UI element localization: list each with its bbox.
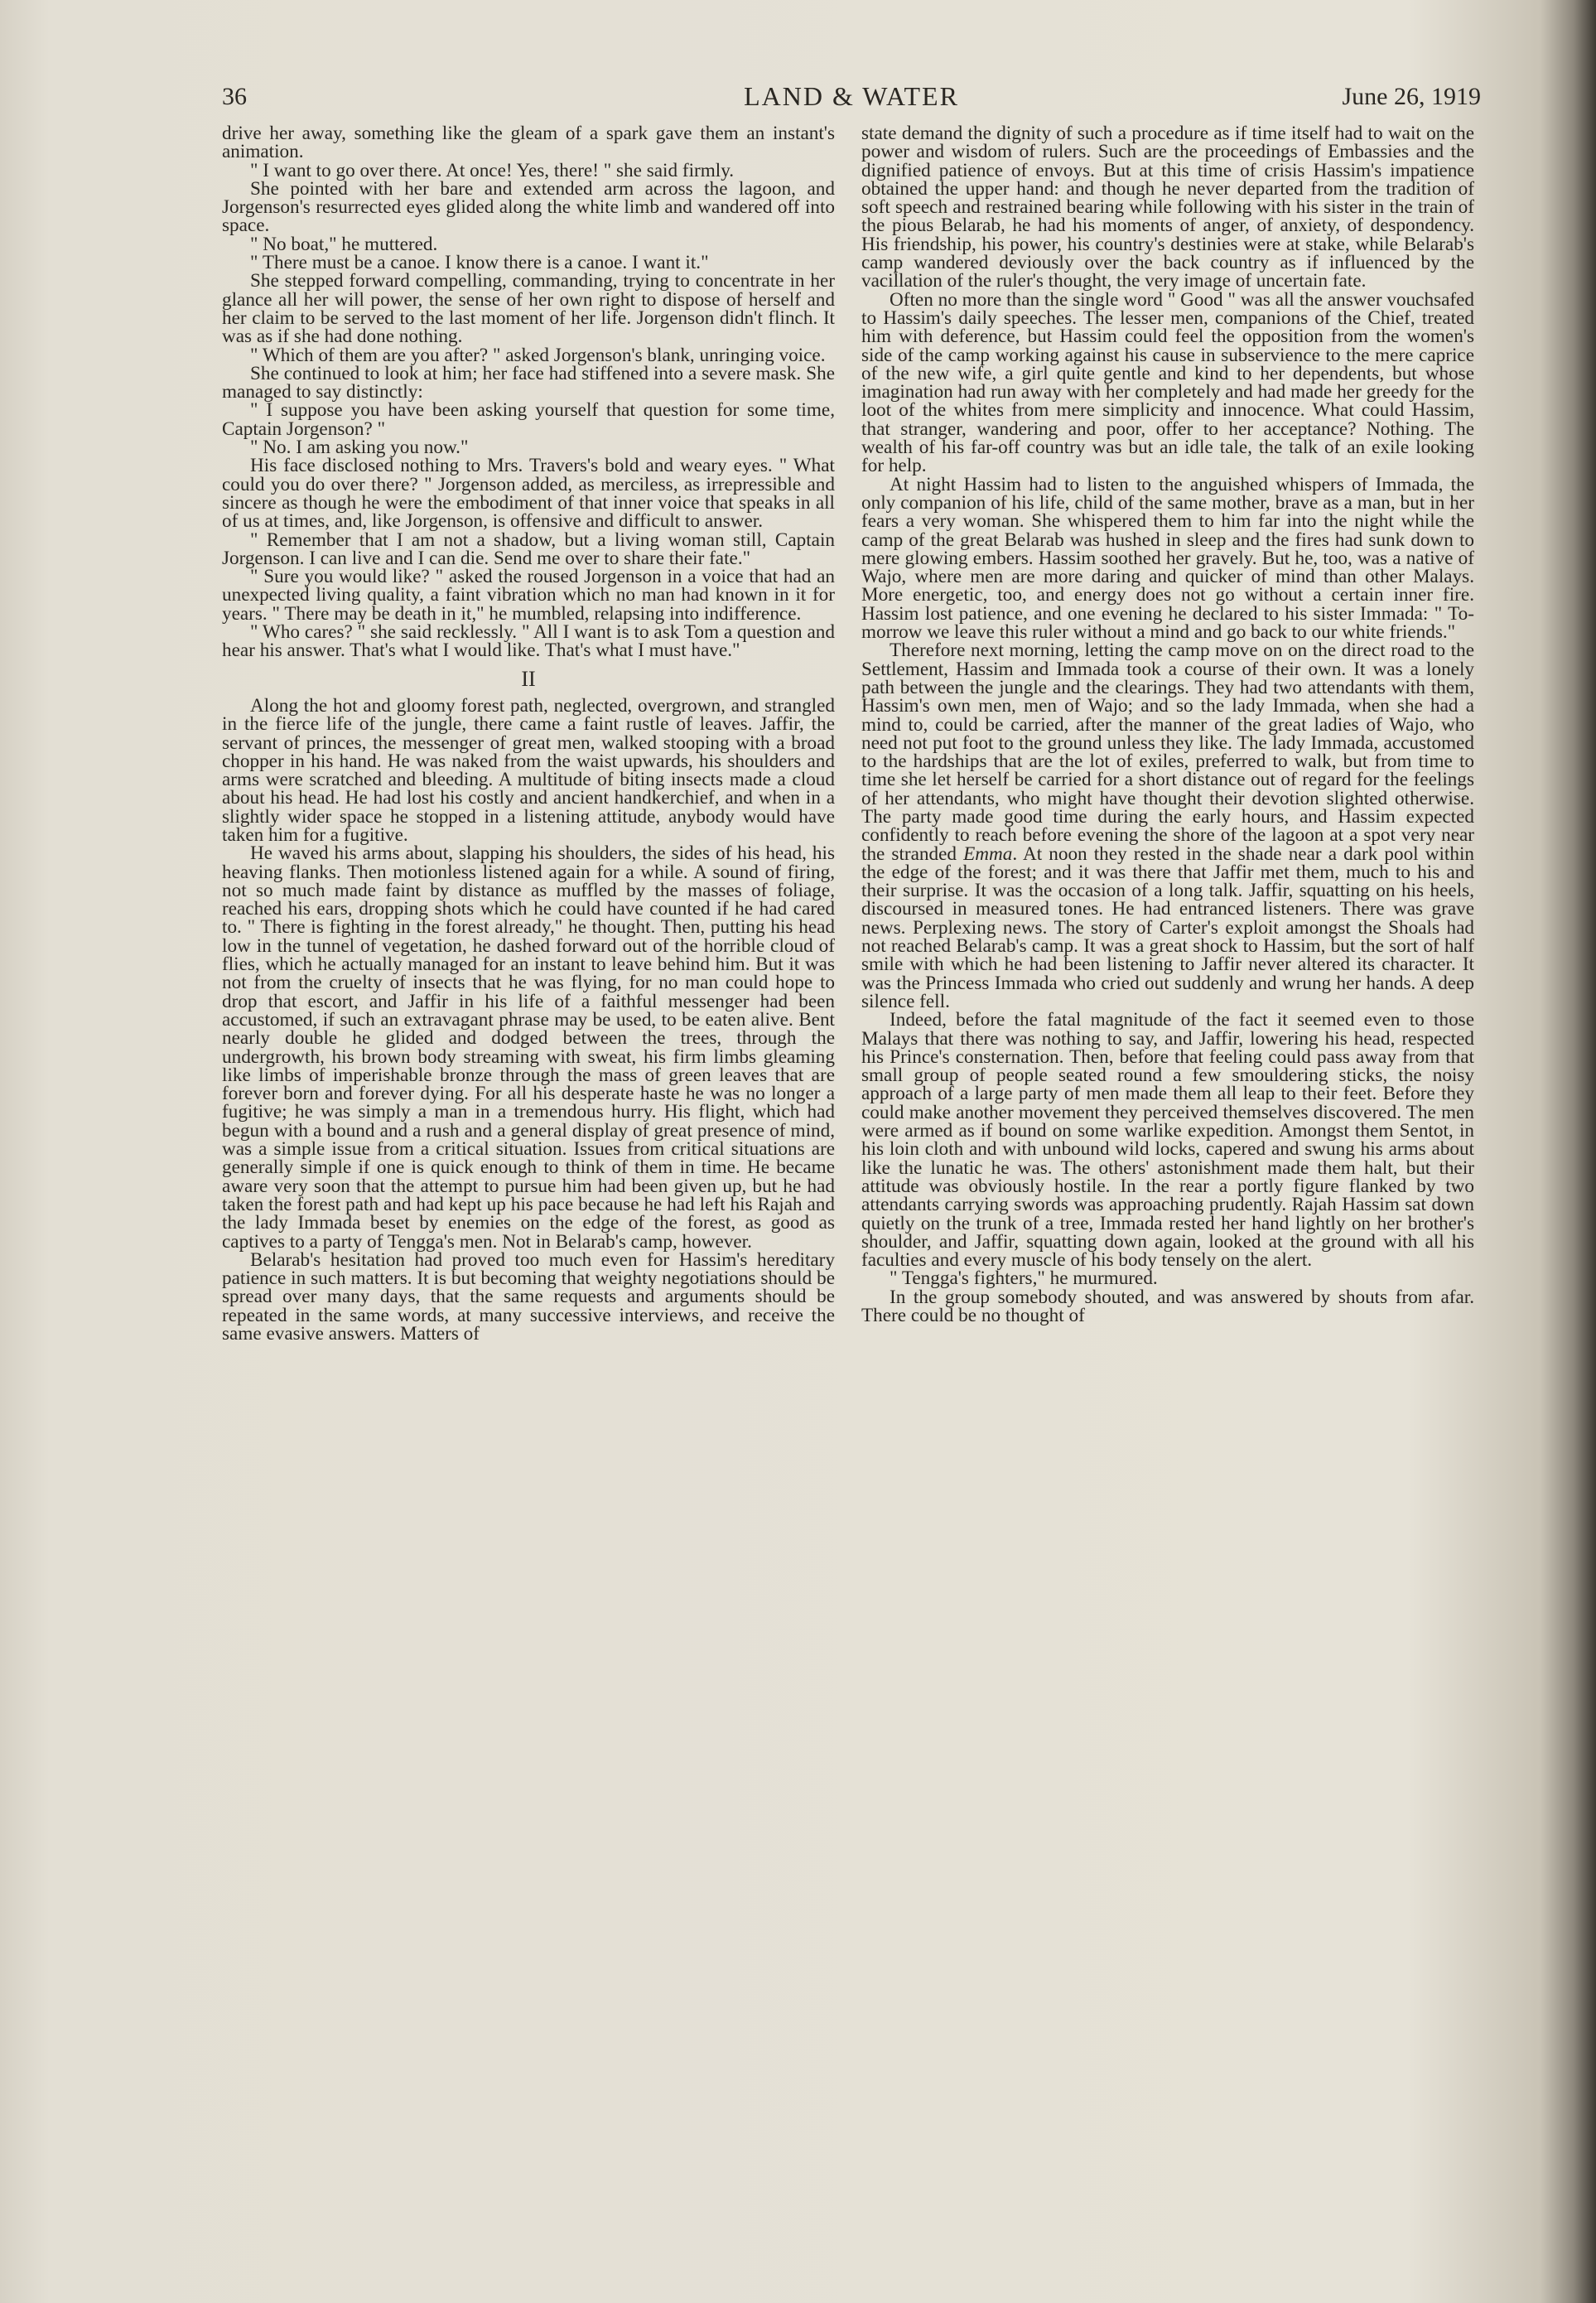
paragraph: Belarab's hesitation had proved too much even for Hassim's hereditary patience in such matters. It is but becoming that weighty negotiations should be spread over many days, that the same requests and arguments should be repeated in the same words, at many successive interviews, and receive the same evasive answers. Matters of — [222, 1248, 835, 1345]
paragraph: In the group somebody shouted, and was answered by shouts from afar. There could be no thought of — [861, 1286, 1474, 1326]
ship-name: Emma — [963, 843, 1013, 865]
paragraph: She continued to look at him; her face had stiffened into a severe mask. She managed to say distinctly: — [222, 362, 835, 403]
section-heading: II — [521, 666, 536, 691]
page-number: 36 — [222, 83, 247, 110]
paragraph: His face disclosed nothing to Mrs. Travers's bold and weary eyes. " What could you do over there? " Jorgenson added, as merciless, as irrepressible and sincere as though he were the embodiment of that inner voice that speaks in all of us at times, and, like Jorgenson, is offensive and difficult to answer. — [222, 455, 835, 533]
paragraph: " Remember that I am not a shadow, but a living woman still, Captain Jorgenson. I can live and I can die. Send me over to share their fate." — [222, 529, 835, 569]
paragraph: " I want to go over there. At once! Yes, there! " she said firmly. — [250, 159, 735, 181]
page-header — [222, 83, 1481, 119]
paragraph: drive her away, something like the gleam of a spark gave them an instant's animation. — [222, 123, 835, 163]
paragraph: " Tengga's fighters," he murmured. — [890, 1267, 1158, 1290]
issue-date: June 26, 1919 — [1342, 83, 1481, 110]
paragraph: " No. I am asking you now." — [250, 437, 469, 459]
paragraph: She stepped forward compelling, commanding, trying to concentrate in her glance all her will power, the sense of her own right to dispose of herself and her claim to be served to the last moment of her life. Jorgenson didn't flinch. It was as if she had done nothing. — [222, 270, 835, 348]
paragraph: " There must be a canoe. I know there is a canoe. I want it." — [250, 252, 709, 274]
paragraph: She pointed with her bare and extended arm across the lagoon, and Jorgenson's resurrected eyes glided along the white limb and wandered off into space. — [222, 177, 835, 237]
paragraph: " No boat," he muttered. — [250, 233, 438, 255]
paragraph: " I suppose you have been asking yourself that question for some time, Captain Jorgenson? " — [222, 399, 835, 440]
paragraph — [861, 641, 1474, 1011]
paragraph: Along the hot and gloomy forest path, neglected, overgrown, and strangled in the fierce life of the jungle, there came a faint rustle of leaves. Jaffir, the servant of princes, the messenger of great men, walked stooping with a broad chopper in his hand. He was naked from the waist upwards, his shoulders and arms were scratched and bleeding. A multitude of biting insects made a cloud about his head. He had lost his costly and ancient handkerchief, and when in a slightly wider space he stopped in a listening attitude, anybody would have taken him for a fugitive. — [222, 694, 835, 846]
paragraph: Often no more than the single word " Good " was all the answer vouchsafed to Hassim's daily speeches. The lesser men, companions of the Chief, treated him with deference, but Hassim could feel the opposition from the women's side of the camp working against his cause in subservience to the mere caprice of the new wife, a girl quite gentle and kind to her dependents, but whose imagination had run away with her completely and had made her greedy for the loot of the whites from mere simplicity and innocence. What could Hassim, that stranger, wandering and poor, offer to her acceptance? Nothing. The wealth of his far-off country was but an idle tale, the talk of an exile looking for help. — [861, 288, 1474, 477]
left-column — [222, 124, 835, 1343]
right-column — [861, 124, 1474, 1325]
paragraph: " Sure you would like? " asked the roused Jorgenson in a voice that had an unexpected living quality, a faint vibration which no man had known in it for years. " There may be death in it," he mumbled, relapsing into indifference. — [222, 566, 835, 625]
paragraph: He waved his arms about, slapping his shoulders, the sides of his head, his heaving flanks. Then motionless listened again for a while. A sound of firing, not so much made faint by distance as muffled by the masses of foliage, reached his ears, dropping shots which he could have counted if he had cared to. " There is fighting in the forest already," he thought. Then, putting his head low in the tunnel of vegetation, he dashed forward out of the horrible cloud of flies, which he actually managed for an instant to leave behind him. But it was not from the cruelty of insects that he was flying, for no man could hope to drop that escort, and Jaffir in his life of a faithful messenger had been accustomed, if such an extravagant phrase may be used, to be eaten alive. Bent nearly double he glided and dodged between the trees, through the undergrowth, his brown body streaming with sweat, his firm limbs gleaming like limbs of imperishable bronze through the mass of green leaves that are forever born and forever dying. For all his desperate haste he was no longer a fugitive; he was simply a man in a tremendous hurry. His flight, which had begun with a bound and a rush and a general display of great presence of mind, was a simple issue from a critical situation. Issues from critical situations are generally simple if one is quick enough to think of them in time. He became aware very soon that the attempt to pursue him had been given up, but he had taken the forest path and had kept up his pace because he had left his Rajah and the lady Immada beset by enemies on the edge of the forest, as good as captives to a party of Tengga's men. Not in Belarab's camp, however. — [222, 843, 835, 1253]
paragraph: Indeed, before the fatal magnitude of the fact it seemed even to those Malays that there was nothing to say, and Jaffir, lowering his head, respected his Prince's consternation. Then, before that feeling could pass away from that small group of people seated round a few smouldering sticks, the noisy approach of a large party of men made them all leap to their feet. Before they could make another movement they perceived themselves discovered. The men were armed as if bound on some warlike expedition. Amongst them Sentot, in his loin cloth and with unbound wild locks, capered and swung his arms about like the lunatic he was. The others' astonishment made them halt, but their attitude was obviously hostile. In the rear a portly figure flanked by two attendants carrying swords was approaching prudently. Rajah Hassim sat down quietly on the trunk of a tree, Immada rested her hand lightly on her brother's shoulder, and Jaffir, squatting down again, looked at the ground with all his faculties and every muscle of his body tensely on the alert. — [861, 1009, 1474, 1272]
paragraph: state demand the dignity of such a procedure as if time itself had to wait on the power and wisdom of rulers. Such are the proceedings of Embassies and the dignified patience of envoys. But at this time of crisis Hassim's impatience obtained the upper hand: and though he never departed from the tradition of soft speech and restrained bearing while following with his sister in the train of the pious Belarab, he had his moments of anger, of anxiety, of despondency. His friendship, his power, his country's destinies were at stake, while Belarab's camp wandered deviously over the back country as if influenced by the vacillation of the ruler's thought, the very image of uncertain fate. — [861, 123, 1474, 292]
text-run: Therefore next morning, letting the camp move on on the direct road to the Settlement, Hassim and Immada took a course of their own. It was a lonely path between the jungle and the clearings. They had two attendants with them, Hassim's own men, men of Wajo; and so the lady Immada, when she had a mind to, could be carried, after the manner of the great ladies of Wajo, who need not put foot to the ground unless they like. The lady Immada, accustomed to the hardships that are the lot of exiles, preferred to walk, but from time to time she let herself be carried for a short distance out of regard for the feelings of her attendants, who might have thought their devotion slighted otherwise. The party made good time during the early hours, and Hassim expected confidently to reach before evening the shore of the lagoon at a spot very near the stranded — [861, 640, 1474, 865]
paragraph: At night Hassim had to listen to the anguished whispers of Immada, the only companion of his life, child of the same mother, brave as a man, but in her fears a very woman. She whispered them to him far into the night while the camp of the great Belarab was hushed in sleep and the fires had sunk down to mere glowing embers. Hassim soothed her gravely. But he, too, was a native of Wajo, where men are more daring and quicker of mind than other Malays. More energetic, too, and energy does not go without a certain inner fire. Hassim lost patience, and one evening he declared to his sister Immada: " To-morrow we leave this ruler without a mind and go back to our white friends." — [861, 473, 1474, 644]
paragraph: " Who cares? " she said recklessly. " All I want is to ask Tom a question and hear his answer. That's what I would like. That's what I must have." — [222, 621, 835, 662]
paragraph: " Which of them are you after? " asked Jorgenson's blank, unringing voice. — [250, 344, 826, 366]
publication-title: LAND & WATER — [744, 81, 959, 111]
text-run: . At noon they rested in the shade near a dark pool within the edge of the forest; and it was there that Jaffir met them, much to his and their surprise. It was the occasion of a long talk. Jaffir, squatting on his heels, discoursed in measured tones. He had entranced listeners. There was grave news. Perplexing news. The story of Carter's exploit amongst the Shoals had not reached Belarab's camp. It was a great shock to Hassim, but the sort of half smile with which he had been listening to Jaffir never altered its character. It was the Princess Immada who cried out suddenly and wrung her hands. A deep silence fell. — [861, 843, 1474, 1012]
